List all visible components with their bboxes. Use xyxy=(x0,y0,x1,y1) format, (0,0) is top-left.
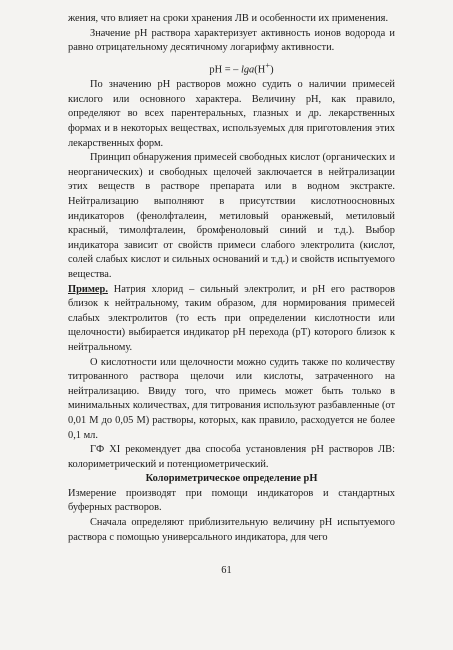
ph-formula xyxy=(88,57,395,78)
paragraph-ph-definition: Значение рН раствора характеризует активность ионов водорода и равно отрицательному десятичному логарифму активности. xyxy=(68,27,395,54)
example-label: Пример. xyxy=(68,283,108,295)
section-heading: Колориметрическое определение рН xyxy=(145,473,318,485)
paragraph-principle: Принцип обнаружения примесей свободных кислот (органических и неорганических) и свободных щелочей заключается в нейтрализации этих веществ в растворе препарата или в водном экстракте. Нейтрализацию выполняют в присутствии кислотноосновных индикаторов (фенолфталеин, метиловый оранжевый, метиловый красный, тимолфталеин, бромфеноловый синий и т.д.). Выбор индикатора зависит от свойств примеси слабого электролита (кислот, солей слабых кислот и сильных оснований и т.д.) и свойств испытуемого вещества. xyxy=(68,152,395,280)
formula-lhs: pH = – xyxy=(209,64,241,76)
page-number: 61 xyxy=(221,565,232,576)
paragraph-ph-impurities: По значению рН растворов можно судить о наличии примесей кислого или основного характера. Величину рН, как правило, определяют во всех парентеральных, глазных и др. лекарственных формах и в некоторых веществах, используемых для приготовления этих лекарственных форм. xyxy=(68,79,395,149)
formula-arg: (H xyxy=(254,64,266,76)
formula-func: lga xyxy=(240,64,255,76)
formula-close: ) xyxy=(270,64,274,76)
example-text: Натрия хлорид – сильный электролит, и рН его растворов близок к нейтральному, таким образом, для нормирования примесей слабых электролитов (то есть при определении кислотности или щелочности) выбирается индикатор рН перехода (рТ) которого близок к нейтральному. xyxy=(68,283,395,353)
paragraph-measurement: Измерение производят при помощи индикаторов и стандартных буферных растворов. xyxy=(68,487,395,514)
paragraph-universal-indicator: Сначала определяют приблизительную величину рН испытуемого раствора с помощью универсального индикатора, для чего xyxy=(68,517,395,543)
formula-sup: + xyxy=(265,59,271,70)
paragraph-continuation: жения, что влияет на сроки хранения ЛВ и особенности их применения. xyxy=(68,13,389,24)
paragraph-example xyxy=(68,283,395,356)
paragraph-titration: О кислотности или щелочности можно судить также по количеству титрованного раствора щелочи или кислоты, затраченного на нейтрализацию. Ввиду того, что примесь может быть только в минимальных количествах, для титрования используют разбавленные (от 0,01 М до 0,05 М) растворы, которых, как правило, расходуется не более 0,1 мл. xyxy=(68,356,395,441)
paragraph-gf-methods: ГФ XI рекомендует два способа установления рН растворов ЛВ: колориметрический и потенциометрический. xyxy=(68,444,395,470)
